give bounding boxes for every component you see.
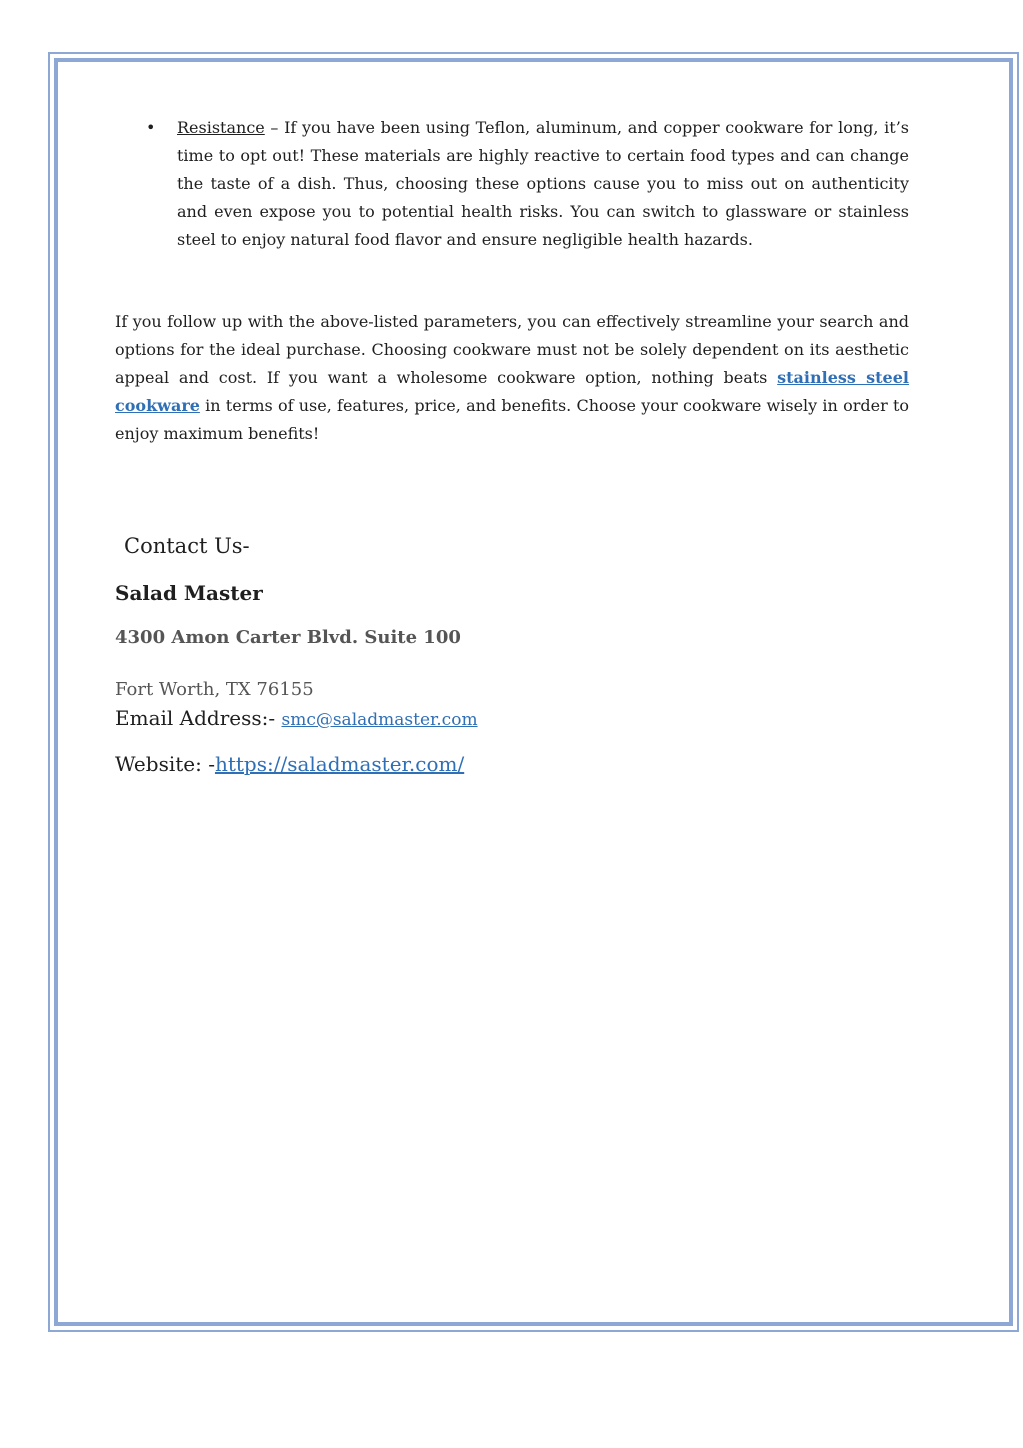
contact-heading: Contact Us- bbox=[124, 534, 250, 558]
paragraph-text-before-link: If you follow up with the above-listed parameters, you can effectively streamline your search and options for the ideal purchase. Choosing cookware must not be solely dependent on its aesthetic appeal and cost. If you want a wholesome cookware option, nothing beats bbox=[115, 312, 909, 387]
email-link[interactable]: smc@saladmaster.com bbox=[281, 710, 478, 730]
paragraph-text-after-link: in terms of use, features, price, and benefits. Choose your cookware wisely in order to enjoy maximum benefits! bbox=[115, 396, 909, 443]
bullet-text: – If you have been using Teflon, aluminum, and copper cookware for long, it’s time to opt out! These materials are highly reactive to certain food types and can change the taste of a dish. Thus, choosing these options cause you to miss out on authenticity and even expose you to potential health risks. You can switch to glassware or stainless steel to enjoy natural food flavor and ensure negligible health hazards. bbox=[177, 118, 909, 249]
website-link[interactable]: https://saladmaster.com/ bbox=[214, 752, 465, 776]
email-label: Email Address:- bbox=[115, 706, 282, 730]
bullet-marker: • bbox=[146, 118, 156, 137]
address-line-1: 4300 Amon Carter Blvd. Suite 100 bbox=[115, 627, 461, 648]
website-line bbox=[115, 749, 464, 779]
email-line bbox=[115, 703, 478, 735]
summary-paragraph bbox=[115, 308, 909, 448]
address-line-2: Fort Worth, TX 76155 bbox=[115, 679, 314, 700]
company-name: Salad Master bbox=[115, 581, 263, 605]
website-label: Website: - bbox=[115, 752, 215, 776]
main-content bbox=[115, 114, 909, 448]
stainless-steel-cookware-link[interactable]: stainless steel cookware bbox=[115, 368, 909, 415]
bullet-term: Resistance bbox=[177, 118, 265, 137]
bullet-item-resistance bbox=[115, 114, 909, 254]
